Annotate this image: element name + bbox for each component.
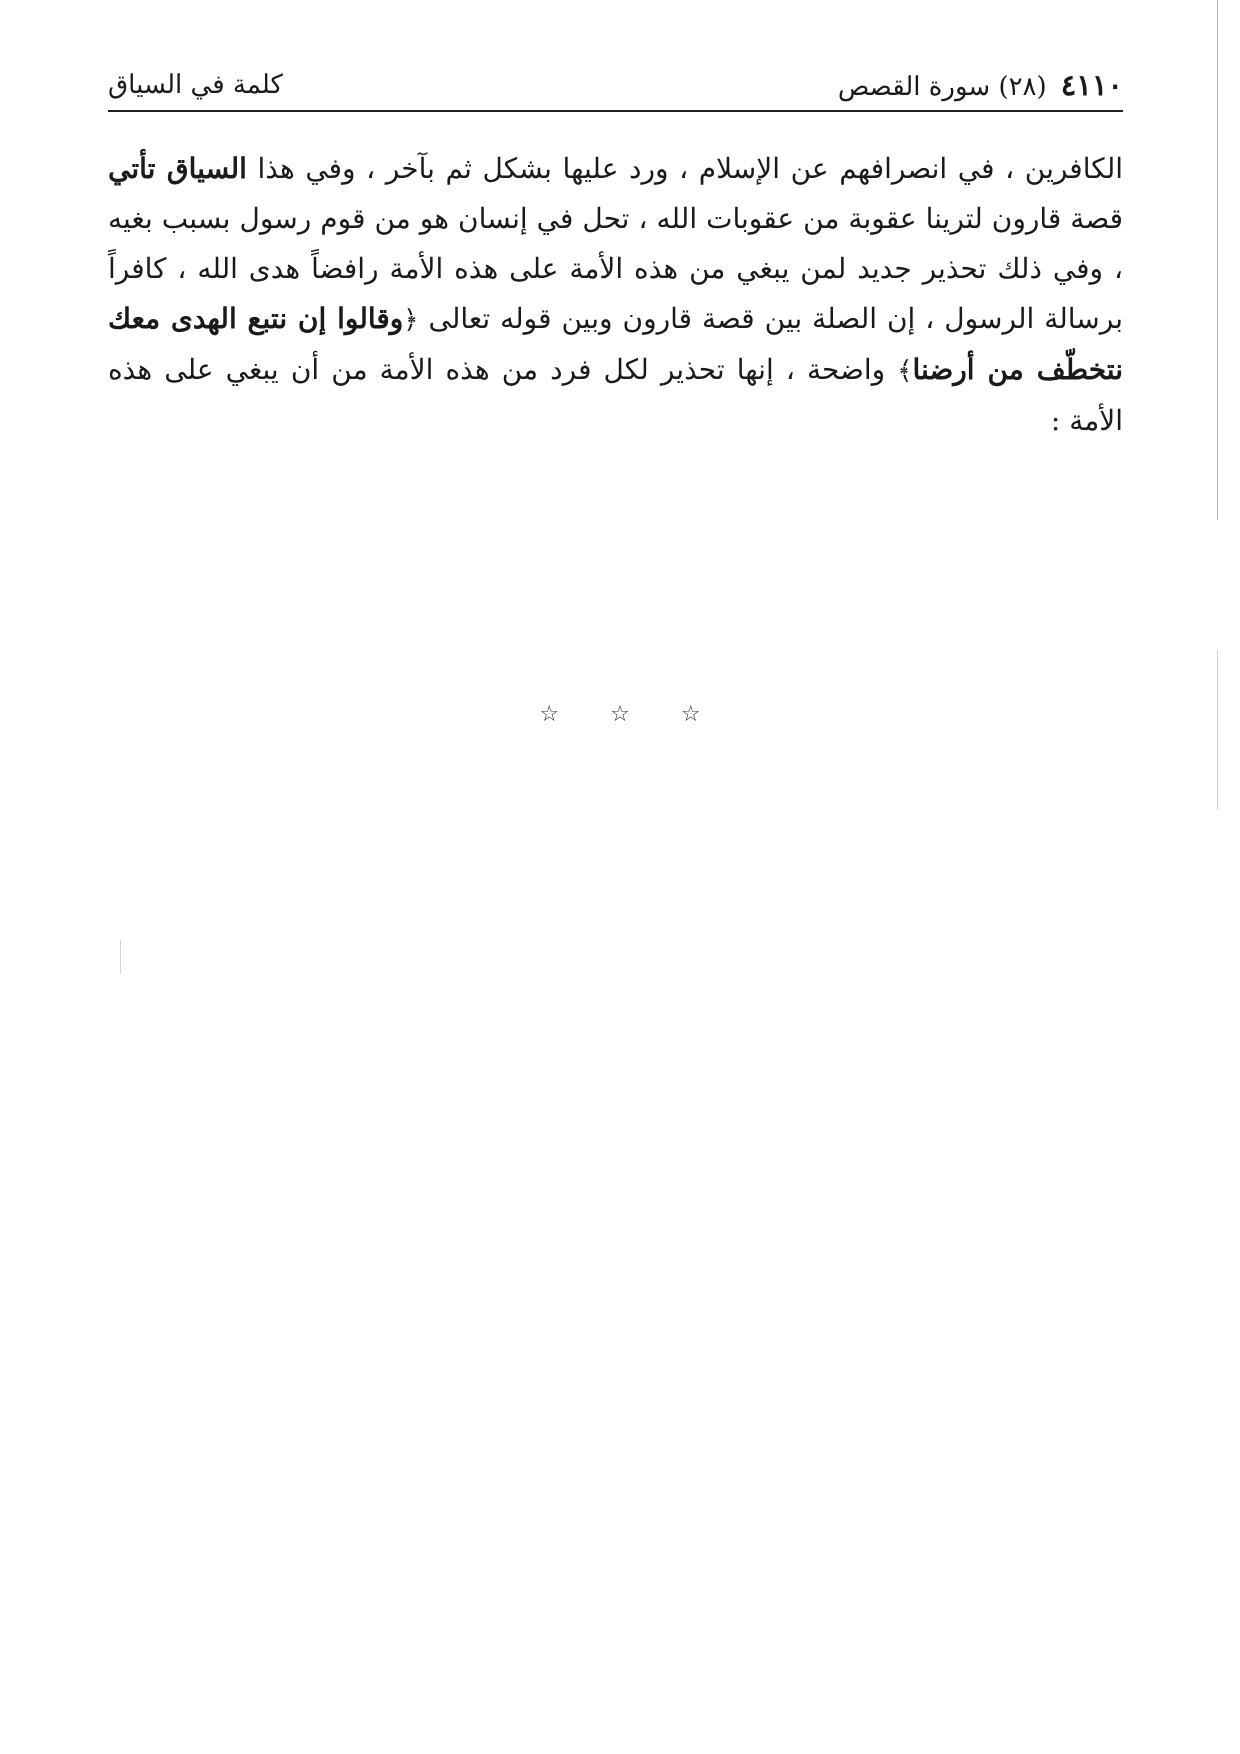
page-number: ٤١١٠ [1060,68,1123,102]
star-icon: ☆ [610,702,630,727]
quran-close-bracket: ﴾ [897,356,913,386]
scan-edge-line [1217,650,1218,810]
text-run: قصة قارون لترينا عقوبة من عقوبات الله ، تحل في إنسان هو من قوم رسول بسبب بغيه ، وفي ذلك تحذير جديد لمن يبغي من هذه الأمة على هذه الأمة رافضاً هدى الله ، كافراً برسالة الرسول ، إن الصلة بين قصة قارون وبين قوله تعالى [108,202,1124,335]
section-separator [0,702,1240,727]
header-rule [108,110,1123,112]
star-icon: ☆ [680,702,701,727]
body-paragraph [108,144,1123,446]
surah-label: (٢٨) سورة القصص [837,72,1047,102]
scan-speck [120,940,121,974]
paragraph [108,144,1123,446]
quran-verse: وقالوا إن نتبع الهدى معك نتخطّف من أرضنا [108,302,1124,386]
section-title: كلمة في السياق [108,70,283,100]
scan-edge-line [1217,0,1218,520]
quran-open-bracket: ﴿ [403,305,419,335]
bold-phrase: السياق تأتي [108,152,247,185]
text-run: واضحة ، إنها تحذير لكل فرد من هذه الأمة من أن يبغي على هذه الأمة : [108,353,1123,437]
running-header [108,64,1123,110]
text-run: الكافرين ، في انصرافهم عن الإسلام ، ورد عليها بشكل ثم بآخر ، وفي هذا [246,152,1123,185]
star-icon: ☆ [539,702,560,727]
header-page-info [838,68,1123,102]
